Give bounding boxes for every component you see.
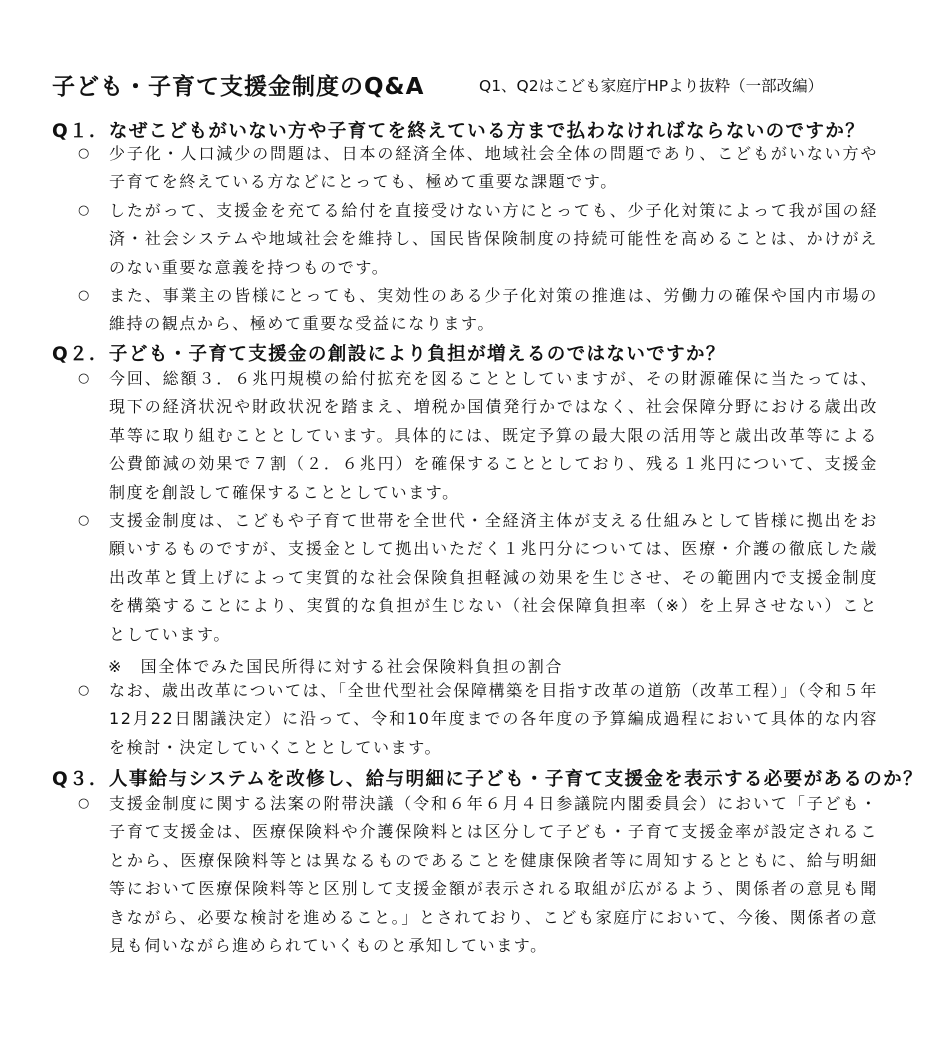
bullet-icon: ○ (78, 203, 90, 218)
bullet-icon: ○ (78, 796, 90, 811)
bullet-icon: ○ (78, 371, 90, 386)
q1-answer-3-text: また、事業主の皆様にとっても、実効性のある少子化対策の推進は、労働力の確保や国内市場の維持の観点から、極めて重要な受益になります。 (109, 286, 878, 334)
source-note: Q1、Q2はこども家庭庁HPより抜粋（一部改編） (479, 77, 824, 95)
question-3: Q３．人事給与システムを改修し、給与明細に子ども・子育て支援金を表示する必要があるのか？ (52, 769, 923, 790)
q2-answer-3 (78, 677, 878, 762)
q2-footnote: ※ 国全体でみた国民所得に対する社会保険料負担の割合 (108, 657, 564, 676)
q1-answer-1 (78, 140, 878, 197)
title-row (52, 68, 912, 102)
bullet-icon: ○ (78, 513, 90, 528)
document-title: 子ども・子育て支援金制度のQ&A (52, 74, 425, 100)
q2-answer-2-text: 支援金制度は、こどもや子育て世帯を全世代・全経済主体が支える仕組みとして皆様に拠出をお願いするものですが、支援金として拠出いただく１兆円分については、医療・介護の徹底した歳出改革と賃上げによって実質的な社会保険負担軽減の効果を生じさせ、その範囲内で支援金制度を構築することにより、実質的な負担が生じない（社会保障負担率（※）を上昇させない）こととしています。 (109, 511, 878, 644)
q3-answer-1-text: 支援金制度に関する法案の附帯決議（令和６年６月４日参議院内閣委員会）において「子ども・子育て支援金は、医療保険料や介護保険料とは区分して子ども・子育て支援金率が設定されることから、医療保険料等とは異なるものであることを健康保険者等に周知するとともに、給与明細等において医療保険料等と区別して支援金額が表示される取組が広がるよう、関係者の意見も聞きながら、必要な検討を進めること。」とされており、こども家庭庁において、今後、関係者の意見も伺いながら進められていくものと承知しています。 (109, 794, 878, 956)
q3-answer-1 (78, 790, 878, 960)
bullet-icon: ○ (78, 683, 90, 698)
q2-answer-1 (78, 365, 878, 507)
question-2: Q２．子ども・子育て支援金の創設により負担が増えるのではないですか？ (52, 344, 726, 365)
question-1: Q１．なぜこどもがいない方や子育てを終えている方まで払わなければならないのですか？ (52, 121, 866, 142)
q2-answer-2 (78, 507, 878, 649)
q2-answer-3-text: なお、歳出改革については、「全世代型社会保障構築を目指す改革の道筋（改革工程）」（令和５年12月22日閣議決定）に沿って、令和10年度までの各年度の予算編成過程において具体的な内容を検討・決定していくこととしています。 (109, 681, 878, 757)
q1-answer-1-text: 少子化・人口減少の問題は、日本の経済全体、地域社会全体の問題であり、こどもがいない方や子育てを終えている方などにとっても、極めて重要な課題です。 (109, 144, 878, 192)
q1-answer-2 (78, 197, 878, 282)
q2-answer-1-text: 今回、総額３．６兆円規模の給付拡充を図ることとしていますが、その財源確保に当たっては、現下の経済状況や財政状況を踏まえ、増税か国債発行かではなく、社会保障分野における歳出改革等に取り組むこととしています。具体的には、既定予算の最大限の活用等と歳出改革等による公費節減の効果で７割（２．６兆円）を確保することとしており、残る１兆円について、支援金制度を創設して確保することとしています。 (109, 369, 878, 502)
q1-answer-3 (78, 282, 878, 339)
q1-answer-2-text: したがって、支援金を充てる給付を直接受けない方にとっても、少子化対策によって我が国の経済・社会システムや地域社会を維持し、国民皆保険制度の持続可能性を高めることは、かけがえのない重要な意義を持つものです。 (109, 201, 878, 277)
bullet-icon: ○ (78, 146, 90, 161)
bullet-icon: ○ (78, 288, 90, 303)
